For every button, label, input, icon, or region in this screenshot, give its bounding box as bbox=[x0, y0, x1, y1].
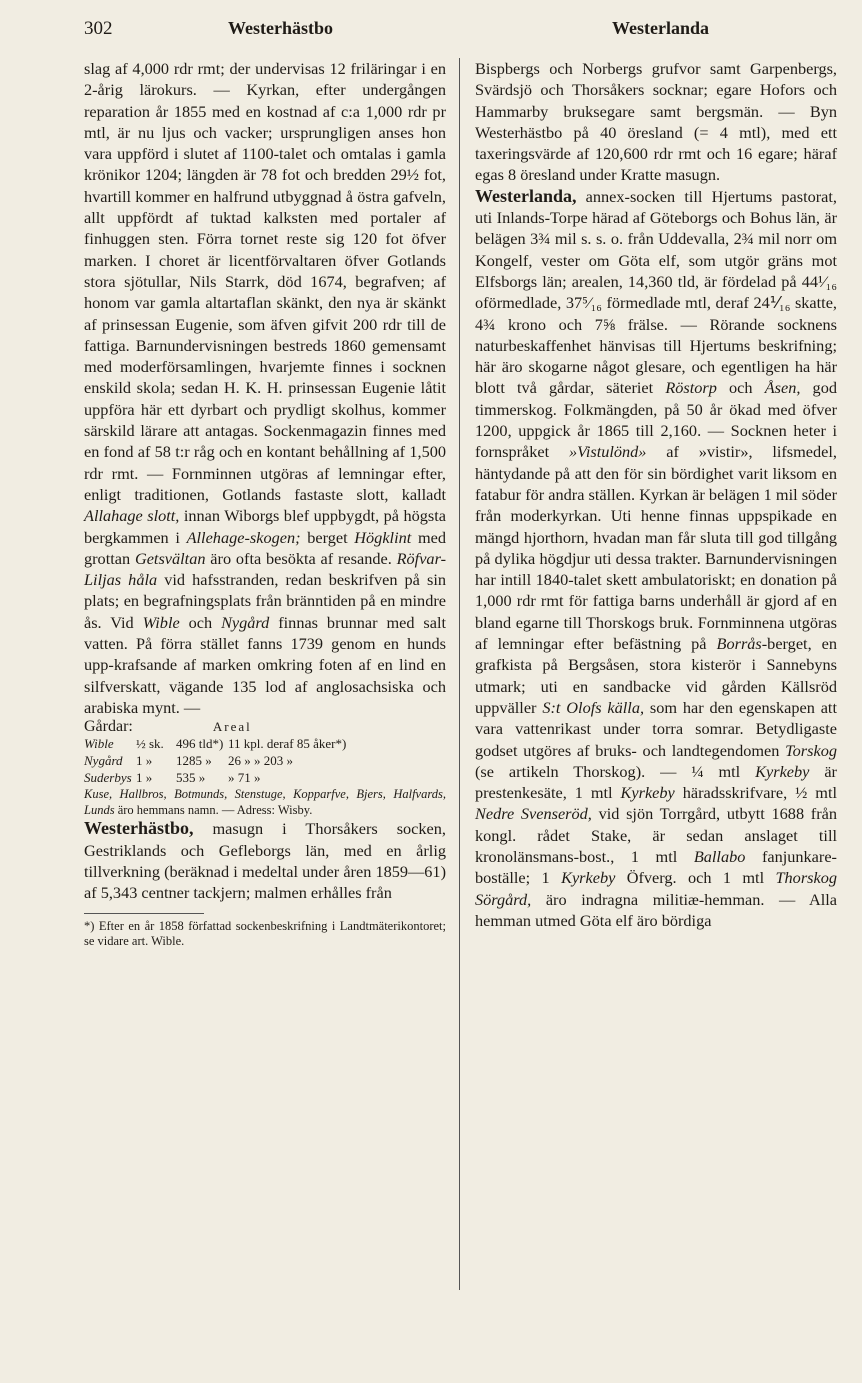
table-row: Wible ½ sk. 496 tld*) 11 kpl. deraf 85 åker*) bbox=[84, 736, 347, 752]
footnote-divider bbox=[84, 913, 204, 914]
gardar-label: Gårdar: bbox=[84, 718, 133, 736]
paragraph: Westerlanda, annex-socken till Hjertums pastorat, uti Inlands-Torpe härad af Göteborgs och Bohus län, är belägen 3¾ mil s. s. o. från Uddevalla, 2¾ mil norr om Kongelf, vester om Göta elf, som utgör gräns mot Elfsborgs län; arealen, 14,360 tld, är fördelad på 44¹⁄₁₆ oförmedlade, 37⁵⁄₁₆ förmedlade mtl, deraf 24⅟₁₆ skatte, 4¾ krono och 7⅝ frälse. — Rörande socknens naturbeskaffenhet hänvisas till Hjertums beskrifning; här äro skogarne något glesare, och egentligen ha här blott två gårdar, säteriet Röstorp och Åsen, god timmerskog. Folkmängden, på 50 år ökad med öfver 1200, uppgick år 1865 till 2,160. — Socknen heter i fornspråket »Vistulönd» af »vistir», lifsmedel, häntydande på att den för sin bördighet varit liksom en fatabur för andra ställen. Kyrkan är belägen 1 mil söder från moderkyrkan. Uti henne finnas uppspikade en mängd hjorthorn, hvadan man får sluta till god tillgång på dylika högdjur uti dessa trakter. Barnundervisningen har intill 1840-talet skett ambulatoriskt; en donation på 1,000 rdr rmt för fattiga barns underhåll är gjord af en bland egarne till Thorskogs bruk. Fornminnena utgöras af lemningar efter befästning på Borrås-berget, en grafkista på Bergsåsen, stora kisterör i Sannebyns utmark; uti en sandbacke vid gården Källsröd uppväller S:t Olofs källa, som har den egenskapen att vara vattenrikast under torra somrar. Betydligaste godset utgöres af bruks- och landtegendomen Torskog (se artikeln Thorskog). — ¼ mtl Kyrkeby är prestenkesäte, 1 mtl Kyrkeby häradsskrifvare, ½ mtl Nedre Svenseröd, vid sjön Torrgård, utbytt 1688 från kongl. rådet Stake, är sedan anslaget till kronolänsmans-bost., 1 mtl Ballabo fanjunkare-boställe; 1 Kyrkeby Öfverg. och 1 mtl Thorskog Sörgård, äro indragna militiæ-hemman. — Alla hemman utmed Göta elf äro bördiga bbox=[475, 185, 838, 930]
table-row: Nygård 1 » 1285 » 26 » » 203 » bbox=[84, 753, 293, 769]
page-number: 302 bbox=[84, 18, 113, 39]
column-divider bbox=[459, 58, 460, 1290]
farm-names: Kuse, Hallbros, Botmunds, Stenstuge, Kopparfve, Bjers, Halfvards, Lunds äro hemmans namn. — Adress: Wisby. bbox=[84, 787, 446, 818]
entry-heading: Westerlanda, bbox=[475, 185, 577, 206]
table-row: Suderbys 1 » 535 » » 71 » bbox=[84, 770, 261, 786]
paragraph: slag af 4,000 rdr rmt; der undervisas 12 friläringar i en 2-årig lärokurs. — Kyrkan, efter undergången reparation år 1855 med en kostnad af c:a 1,000 rdr pr mtl, är nu ljus och vacker; ursprungligen anses hon vara uppförd i slutet af 1100-talet och omtalas i gamla krönikor 1204; längden är 78 fot och bredden 29½ fot, hvartill kommer en halfrund utbyggnad å östra gafveln, allt uppfördt af tuktad kalksten med portaler af finhuggen sten. Förra tornet reste sig 120 fot öfver marken. I choret är licentförvaltaren öfver Gotlands stora sjötullar, Nils Starrk, död 1674, begrafven; af honom var gamla altartaflan skänkt, den nya är skänkt af prinsessan Eugenie, som äfven gifvit 200 rdr till de fattiga. Barnundervisningen bestreds 1860 gemensamt med moderförsamlingen, hvarjemte finnes i socknen enskild skola; sedan H. K. H. prinsessan Eugenie låtit uppföra här ett dyrbart och prydligt skolhus, kommer särskild lärare att antagas. Sockenmagazin finnes med en fond af 58 t:r råg och en kontant behållning af 1,500 rdr rmt. — Fornminnen utgöras af lemningar efter, enligt traditionen, Gotlands fastaste slott, kalladt Allahage slott, innan Wiborgs blef uppbygdt, på högsta bergkammen i Allehage-skogen; berget Högklint med grottan Getsvältan äro ofta besökta af resande. Röfvar-Liljas håla vid hafsstranden, redan beskrifven på sin plats; en begrafningsplats från bränntiden på en mindre ås. Vid Wible och Nygård finnas brunnar med salt vatten. På förra stället fanns 1739 genom en hunds upp-krafsande af marken omkring foten af en lind en silfverskatt, vägande 135 lod af anglosachsiska och arabiska mynt. — bbox=[84, 59, 447, 717]
left-column bbox=[84, 58, 446, 949]
footnote: *) Efter en år 1858 författad sockenbeskrifning i Landtmäterikontoret; se vidare art. Wible. bbox=[84, 919, 446, 949]
page-header bbox=[0, 14, 862, 44]
paragraph: Bispbergs och Norbergs grufvor samt Garpenbergs, Svärdsjö och Thorsåkers socknar; egare Hofors och Hammarby bruksegare samt bergsmän. — Byn Westerhästbo på 40 öresland (= 4 mtl), med ett taxeringsvärde af 120,600 rdr rmt och 16 egare; häraf egas 8 öresland under Kratte masugn. bbox=[475, 59, 837, 185]
farm-table bbox=[84, 718, 446, 818]
paragraph: Westerhästbo, masugn i Thorsåkers socken, Gestriklands och Gefleborgs län, med en årlig tillverkning (beräknad i medeltal under åren 1859—61) af 5,343 centner tackjern; malmen erhålles från bbox=[84, 818, 446, 903]
running-head-right: Westerlanda bbox=[612, 18, 709, 38]
entry-heading: Westerhästbo, bbox=[84, 818, 194, 839]
right-column bbox=[475, 58, 837, 931]
areal-label: Areal bbox=[212, 719, 252, 735]
running-head-left: Westerhästbo bbox=[228, 18, 333, 38]
